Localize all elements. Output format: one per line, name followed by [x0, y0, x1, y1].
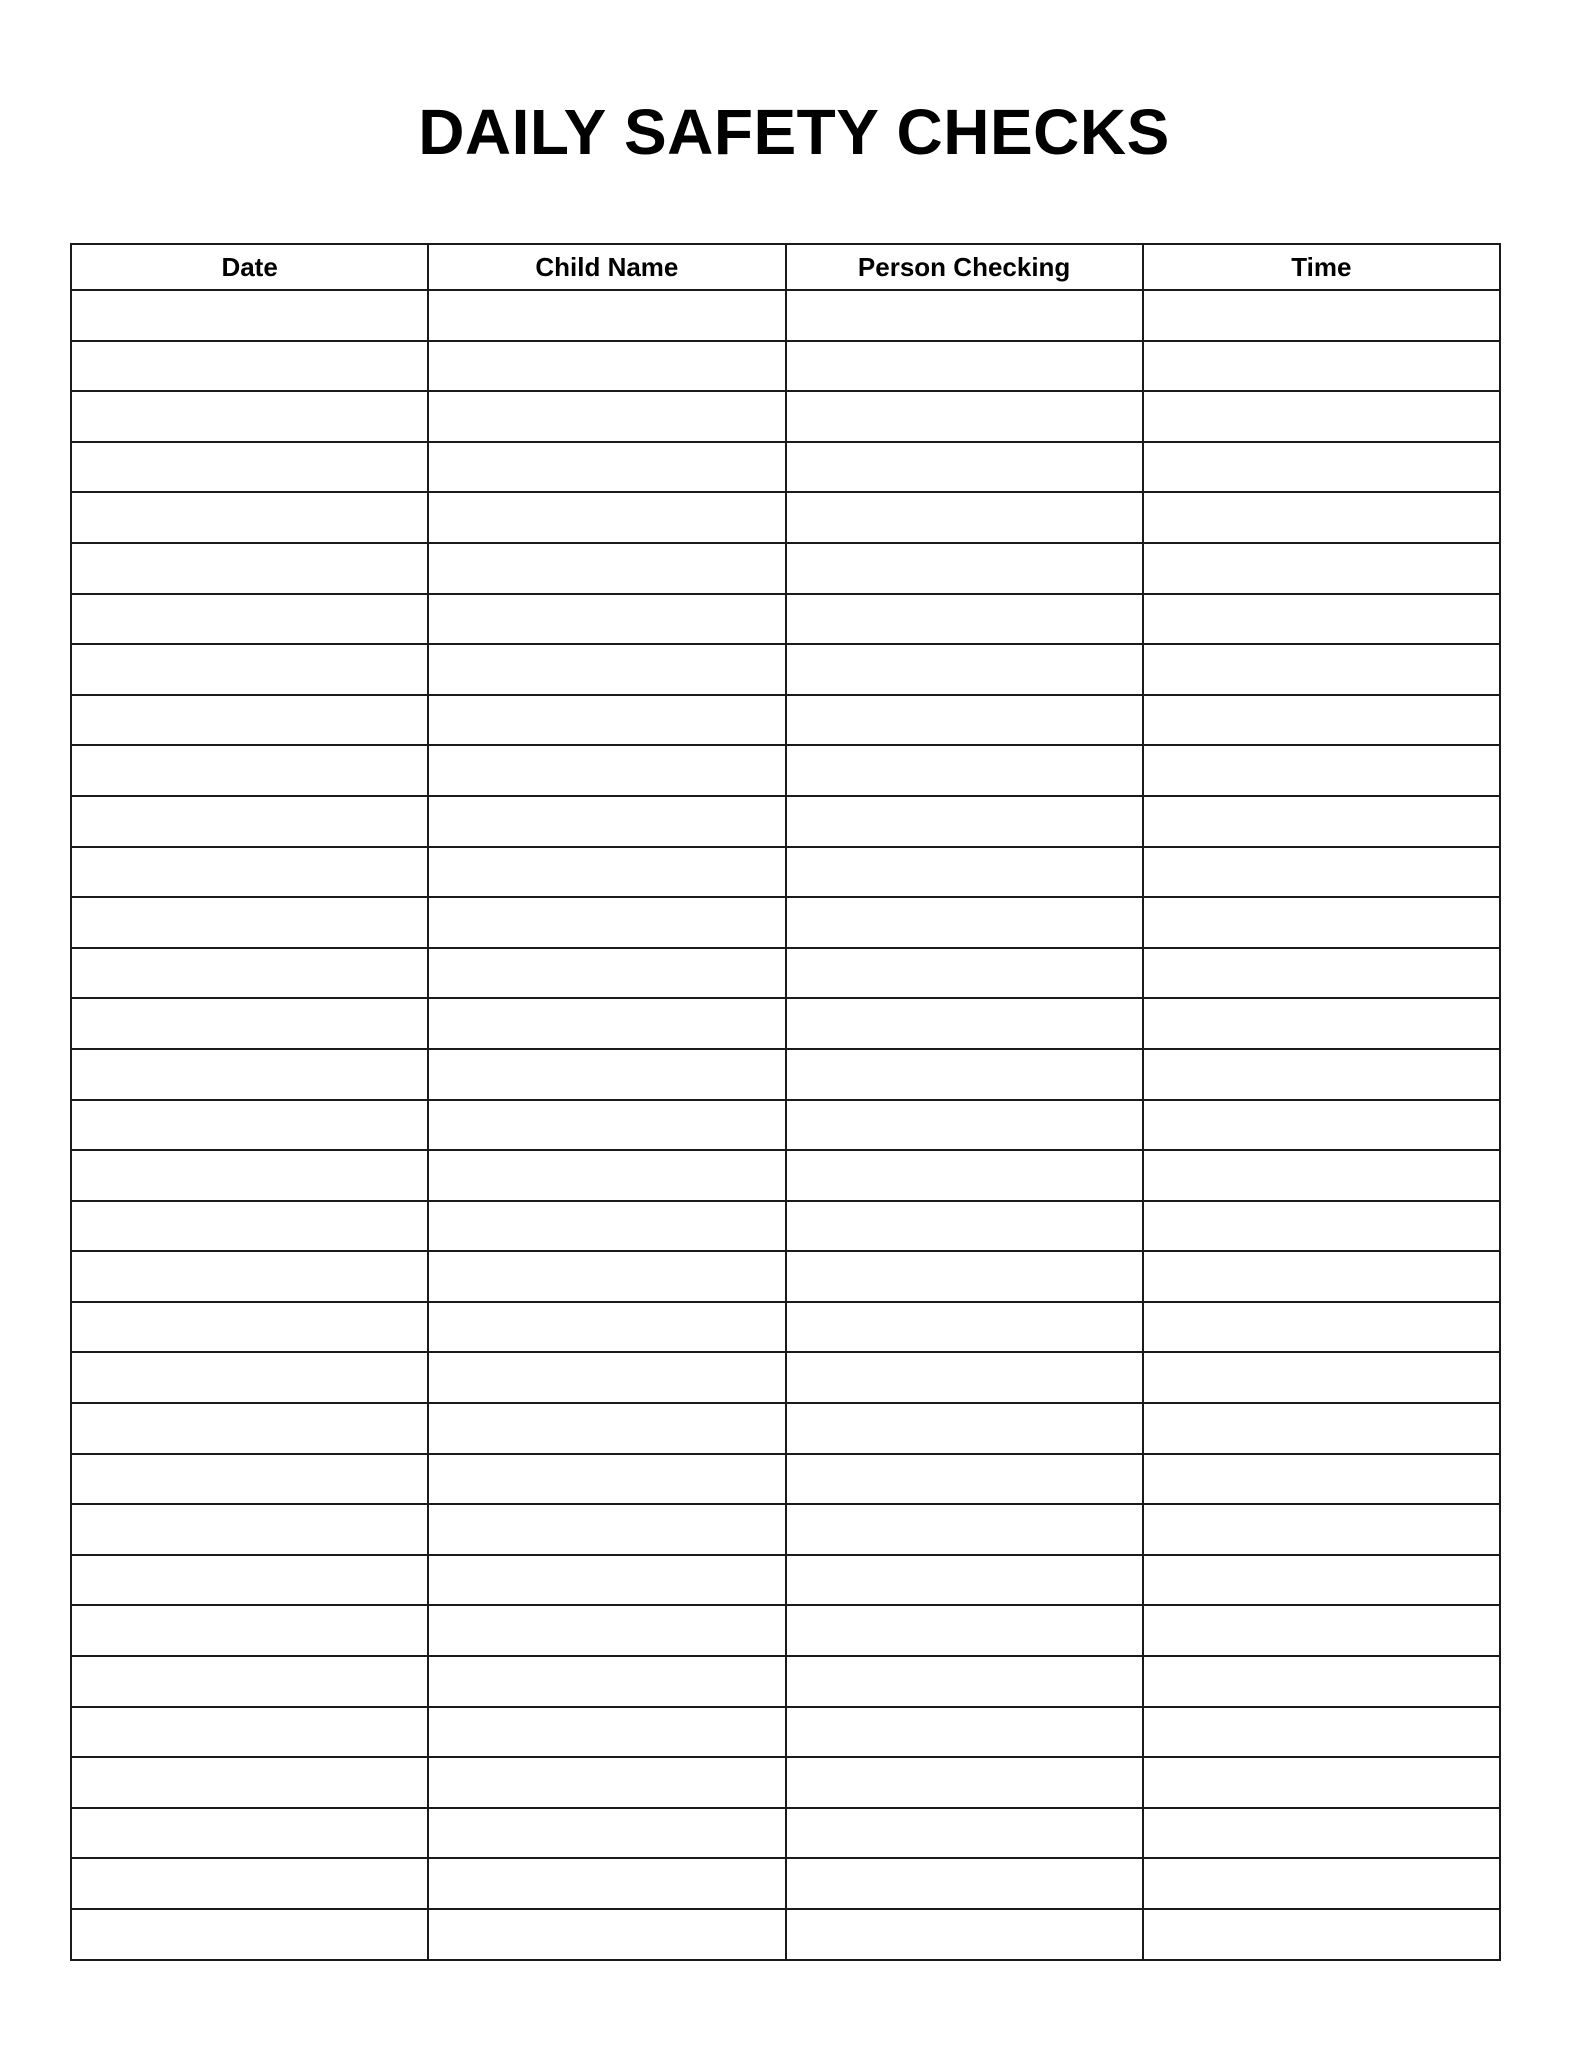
child-name-cell	[428, 1302, 785, 1353]
date-cell	[71, 1251, 428, 1302]
column-header-date: Date	[71, 244, 428, 290]
time-cell	[1143, 1100, 1500, 1151]
time-cell	[1143, 594, 1500, 645]
table-row	[71, 948, 1500, 999]
child-name-cell	[428, 745, 785, 796]
table-row	[71, 1504, 1500, 1555]
person-checking-cell	[786, 594, 1143, 645]
person-checking-cell	[786, 1605, 1143, 1656]
table-row	[71, 1656, 1500, 1707]
date-cell	[71, 1858, 428, 1909]
date-cell	[71, 1555, 428, 1606]
child-name-cell	[428, 1454, 785, 1505]
person-checking-cell	[786, 1201, 1143, 1252]
person-checking-cell	[786, 1251, 1143, 1302]
time-cell	[1143, 543, 1500, 594]
child-name-cell	[428, 1757, 785, 1808]
time-cell	[1143, 1352, 1500, 1403]
child-name-cell	[428, 1909, 785, 1960]
date-cell	[71, 341, 428, 392]
column-header-person-checking: Person Checking	[786, 244, 1143, 290]
time-cell	[1143, 948, 1500, 999]
time-cell	[1143, 796, 1500, 847]
date-cell	[71, 1049, 428, 1100]
person-checking-cell	[786, 897, 1143, 948]
child-name-cell	[428, 1808, 785, 1859]
time-cell	[1143, 1049, 1500, 1100]
child-name-cell	[428, 1707, 785, 1758]
date-cell	[71, 948, 428, 999]
table-row	[71, 796, 1500, 847]
person-checking-cell	[786, 1403, 1143, 1454]
date-cell	[71, 1656, 428, 1707]
person-checking-cell	[786, 1909, 1143, 1960]
table-row	[71, 1302, 1500, 1353]
child-name-cell	[428, 492, 785, 543]
date-cell	[71, 695, 428, 746]
child-name-cell	[428, 1858, 785, 1909]
table-row	[71, 492, 1500, 543]
table-row	[71, 442, 1500, 493]
table-row	[71, 1909, 1500, 1960]
person-checking-cell	[786, 796, 1143, 847]
date-cell	[71, 442, 428, 493]
table-row	[71, 1251, 1500, 1302]
child-name-cell	[428, 644, 785, 695]
time-cell	[1143, 1555, 1500, 1606]
child-name-cell	[428, 695, 785, 746]
time-cell	[1143, 391, 1500, 442]
time-cell	[1143, 1858, 1500, 1909]
child-name-cell	[428, 290, 785, 341]
date-cell	[71, 1504, 428, 1555]
child-name-cell	[428, 1605, 785, 1656]
date-cell	[71, 1150, 428, 1201]
date-cell	[71, 1707, 428, 1758]
date-cell	[71, 1454, 428, 1505]
table-row	[71, 1808, 1500, 1859]
child-name-cell	[428, 796, 785, 847]
person-checking-cell	[786, 391, 1143, 442]
child-name-cell	[428, 1150, 785, 1201]
table-body	[71, 290, 1500, 1960]
table-row	[71, 1352, 1500, 1403]
date-cell	[71, 1757, 428, 1808]
table-row	[71, 998, 1500, 1049]
time-cell	[1143, 745, 1500, 796]
child-name-cell	[428, 442, 785, 493]
time-cell	[1143, 492, 1500, 543]
person-checking-cell	[786, 948, 1143, 999]
date-cell	[71, 1808, 428, 1859]
person-checking-cell	[786, 1858, 1143, 1909]
time-cell	[1143, 1251, 1500, 1302]
date-cell	[71, 847, 428, 898]
date-cell	[71, 594, 428, 645]
date-cell	[71, 1100, 428, 1151]
table-row	[71, 391, 1500, 442]
person-checking-cell	[786, 543, 1143, 594]
time-cell	[1143, 644, 1500, 695]
table-row	[71, 695, 1500, 746]
child-name-cell	[428, 1049, 785, 1100]
person-checking-cell	[786, 847, 1143, 898]
child-name-cell	[428, 1100, 785, 1151]
time-cell	[1143, 1757, 1500, 1808]
time-cell	[1143, 1504, 1500, 1555]
child-name-cell	[428, 594, 785, 645]
person-checking-cell	[786, 1504, 1143, 1555]
column-header-child-name: Child Name	[428, 244, 785, 290]
table-row	[71, 1605, 1500, 1656]
time-cell	[1143, 1605, 1500, 1656]
table-row	[71, 1403, 1500, 1454]
table-row	[71, 897, 1500, 948]
time-cell	[1143, 1707, 1500, 1758]
column-header-time: Time	[1143, 244, 1500, 290]
time-cell	[1143, 442, 1500, 493]
child-name-cell	[428, 391, 785, 442]
date-cell	[71, 796, 428, 847]
child-name-cell	[428, 543, 785, 594]
time-cell	[1143, 1201, 1500, 1252]
table-row	[71, 847, 1500, 898]
date-cell	[71, 1201, 428, 1252]
person-checking-cell	[786, 644, 1143, 695]
time-cell	[1143, 695, 1500, 746]
date-cell	[71, 644, 428, 695]
time-cell	[1143, 1454, 1500, 1505]
table-row	[71, 1201, 1500, 1252]
time-cell	[1143, 897, 1500, 948]
date-cell	[71, 998, 428, 1049]
child-name-cell	[428, 1656, 785, 1707]
time-cell	[1143, 847, 1500, 898]
date-cell	[71, 745, 428, 796]
date-cell	[71, 543, 428, 594]
page-title: DAILY SAFETY CHECKS	[418, 96, 1170, 168]
person-checking-cell	[786, 442, 1143, 493]
table-row	[71, 1454, 1500, 1505]
table-row	[71, 341, 1500, 392]
table-row	[71, 1707, 1500, 1758]
child-name-cell	[428, 1251, 785, 1302]
table-row	[71, 745, 1500, 796]
child-name-cell	[428, 897, 785, 948]
child-name-cell	[428, 1403, 785, 1454]
person-checking-cell	[786, 1707, 1143, 1758]
person-checking-cell	[786, 1757, 1143, 1808]
person-checking-cell	[786, 1352, 1143, 1403]
person-checking-cell	[786, 1049, 1143, 1100]
person-checking-cell	[786, 1808, 1143, 1859]
person-checking-cell	[786, 998, 1143, 1049]
table-row	[71, 1555, 1500, 1606]
child-name-cell	[428, 948, 785, 999]
child-name-cell	[428, 847, 785, 898]
child-name-cell	[428, 341, 785, 392]
person-checking-cell	[786, 1555, 1143, 1606]
safety-check-table	[70, 243, 1501, 1961]
person-checking-cell	[786, 1454, 1143, 1505]
time-cell	[1143, 1403, 1500, 1454]
time-cell	[1143, 1302, 1500, 1353]
table-header-row	[71, 244, 1500, 290]
person-checking-cell	[786, 1150, 1143, 1201]
date-cell	[71, 492, 428, 543]
table-row	[71, 594, 1500, 645]
table-row	[71, 543, 1500, 594]
table-row	[71, 1100, 1500, 1151]
time-cell	[1143, 998, 1500, 1049]
time-cell	[1143, 1909, 1500, 1960]
time-cell	[1143, 341, 1500, 392]
date-cell	[71, 1403, 428, 1454]
child-name-cell	[428, 998, 785, 1049]
table-row	[71, 1049, 1500, 1100]
person-checking-cell	[786, 290, 1143, 341]
date-cell	[71, 1605, 428, 1656]
time-cell	[1143, 290, 1500, 341]
date-cell	[71, 290, 428, 341]
person-checking-cell	[786, 1656, 1143, 1707]
date-cell	[71, 1909, 428, 1960]
table-row	[71, 644, 1500, 695]
person-checking-cell	[786, 1302, 1143, 1353]
date-cell	[71, 1352, 428, 1403]
child-name-cell	[428, 1504, 785, 1555]
person-checking-cell	[786, 341, 1143, 392]
time-cell	[1143, 1808, 1500, 1859]
child-name-cell	[428, 1555, 785, 1606]
time-cell	[1143, 1656, 1500, 1707]
table-row	[71, 1858, 1500, 1909]
person-checking-cell	[786, 745, 1143, 796]
date-cell	[71, 1302, 428, 1353]
person-checking-cell	[786, 1100, 1143, 1151]
table-row	[71, 1150, 1500, 1201]
table-row	[71, 290, 1500, 341]
date-cell	[71, 391, 428, 442]
date-cell	[71, 897, 428, 948]
person-checking-cell	[786, 695, 1143, 746]
person-checking-cell	[786, 492, 1143, 543]
table-row	[71, 1757, 1500, 1808]
child-name-cell	[428, 1201, 785, 1252]
time-cell	[1143, 1150, 1500, 1201]
child-name-cell	[428, 1352, 785, 1403]
